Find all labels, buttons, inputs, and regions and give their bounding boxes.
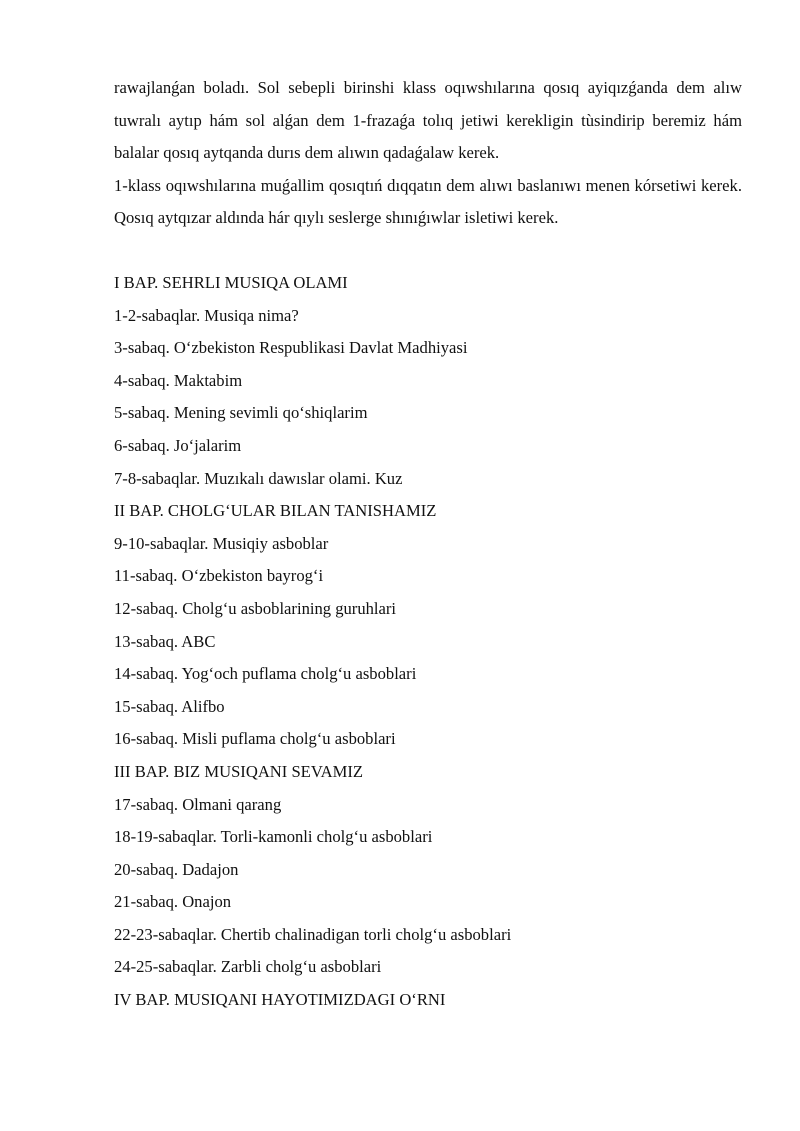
body-paragraph: rawajlanǵan boladı. Sol sebepli birinshi klass oqıwshılarına qosıq ayiqızǵanda dem alıw tuwralı aytıp hám sol alǵan dem 1-frazaǵa tolıq jetiwi kerekligin tùsindirip beremiz hám balalar qosıq aytqanda durıs dem alıwın qadaǵalaw kerek. xyxy=(114,78,742,162)
lesson-item: 3-sabaq. O‘zbekiston Respublikasi Davlat Madhiyasi xyxy=(114,338,468,358)
lesson-list xyxy=(114,267,742,1017)
lesson-item: 7-8-sabaqlar. Muzıkalı dawıslar olami. Kuz xyxy=(114,468,403,488)
lesson-item: 9-10-sabaqlar. Musiqiy asboblar xyxy=(114,533,329,553)
lesson-item: 5-sabaq. Mening sevimli qo‘shiqlarim xyxy=(114,403,368,423)
lesson-item: 11-sabaq. O‘zbekiston bayrog‘i xyxy=(114,566,324,586)
body-paragraph: 1-klass oqıwshılarına muǵallim qosıqtıń dıqqatın dem alıwı baslanıwı menen kórsetiwi kerek. Qosıq aytqızar aldında hár qıylı seslerge shınıǵıwlar isletiwi kerek. xyxy=(114,175,742,227)
lesson-item: 22-23-sabaqlar. Chertib chalinadigan torli cholg‘u asboblari xyxy=(114,924,512,944)
lesson-item: 14-sabaq. Yog‘och puflama cholg‘u asboblari xyxy=(114,664,417,684)
lesson-item: 6-sabaq. Jo‘jalarim xyxy=(114,435,242,455)
lesson-item: 4-sabaq. Maktabim xyxy=(114,370,243,390)
chapter-heading: IV BAP. MUSIQANI HAYOTIMIZDAGI O‘RNI xyxy=(114,990,446,1010)
lesson-item: 18-19-sabaqlar. Torli-kamonli cholg‘u asboblari xyxy=(114,827,433,847)
lesson-item: 1-2-sabaqlar. Musiqa nima? xyxy=(114,305,299,325)
lesson-item: 16-sabaq. Misli puflama cholg‘u asboblari xyxy=(114,729,396,749)
document-page xyxy=(114,72,742,1017)
lesson-item: 17-sabaq. Olmani qarang xyxy=(114,794,282,814)
chapter-heading: I BAP. SEHRLI MUSIQA OLAMI xyxy=(114,273,348,292)
lesson-item: 13-sabaq. ABC xyxy=(114,631,216,651)
lesson-item: 12-sabaq. Cholg‘u asboblarining guruhlari xyxy=(114,598,397,618)
chapter-heading: III BAP. BIZ MUSIQANI SEVAMIZ xyxy=(114,761,364,781)
paragraph-spacer xyxy=(114,235,742,268)
chapter-heading: II BAP. CHOLG‘ULAR BILAN TANISHAMIZ xyxy=(114,501,437,521)
lesson-item: 20-sabaq. Dadajon xyxy=(114,859,239,879)
lesson-item: 24-25-sabaqlar. Zarbli cholg‘u asboblari xyxy=(114,957,382,977)
lesson-item: 15-sabaq. Alifbo xyxy=(114,696,225,716)
lesson-item: 21-sabaq. Onajon xyxy=(114,892,232,912)
